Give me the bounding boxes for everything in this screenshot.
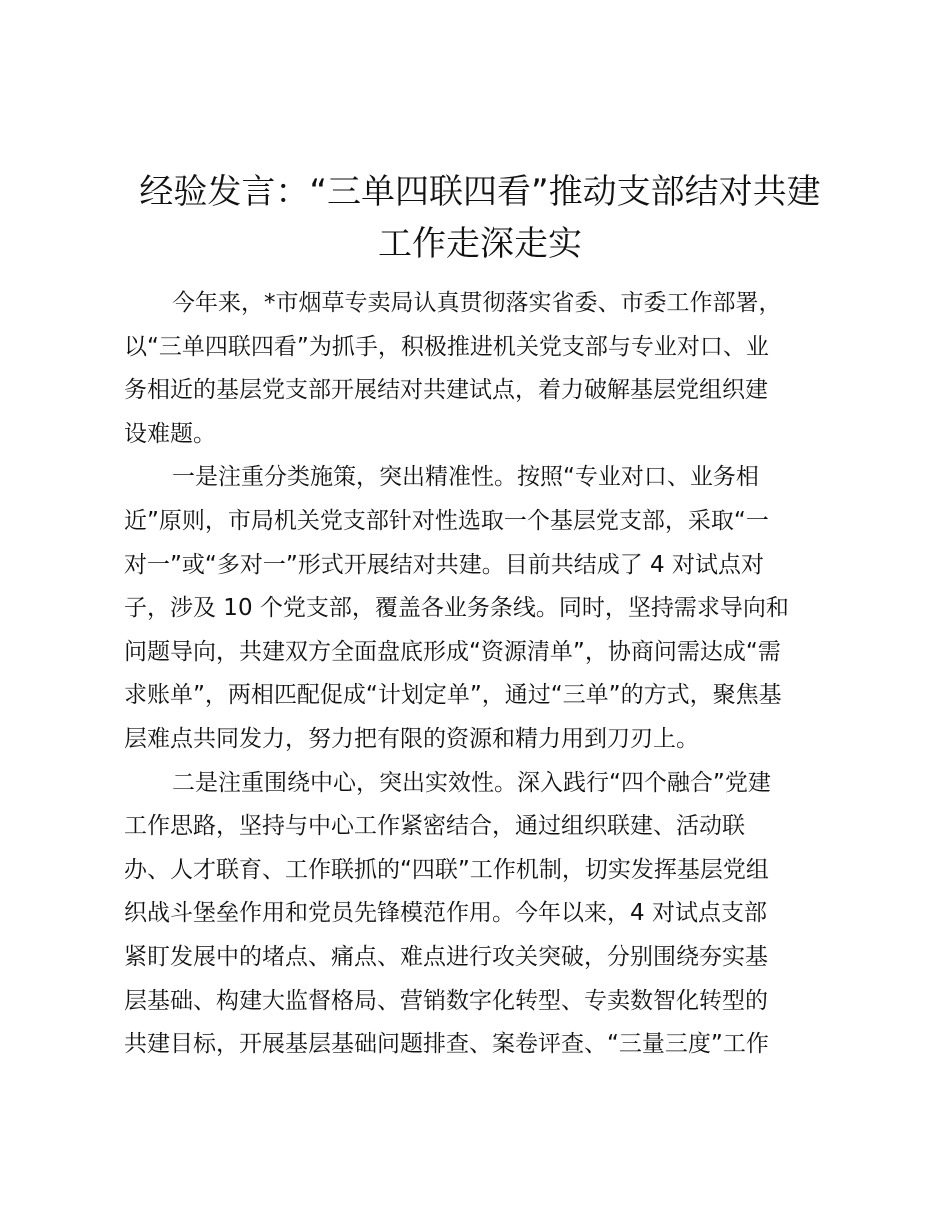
paragraph-line: 近”原则，市局机关党支部针对性选取一个基层党支部，采取“一 [124, 507, 769, 534]
document-body [124, 282, 840, 1067]
paragraph-line: 务相近的基层党支部开展结对共建试点，着力破解基层党组织建 [124, 377, 768, 404]
paragraph-line: 办、人才联育、工作联抓的“四联”工作机制，切实发挥基层党组 [124, 856, 769, 883]
paragraph-line: 紧盯发展中的堵点、痛点、难点进行攻关突破，分别围绕夯实基 [124, 943, 768, 970]
title-line: 经验发言：“三单四联四看”推动支部结对共建 [139, 172, 821, 212]
paragraph-line: 设难题。 [124, 420, 216, 447]
paragraph-line: 二是注重围绕中心，突出实效性。深入践行“四个融合”党建 [172, 769, 771, 796]
paragraph-line: 今年来，*市烟草专卖局认真贯彻落实省委、市委工作部署， [172, 290, 782, 316]
paragraph-line: 层难点共同发力，努力把有限的资源和精力用到刀刃上。 [124, 725, 699, 752]
paragraph-point-two [124, 762, 840, 1067]
paragraph-line: 以“三单四联四看”为抓手，积极推进机关党支部与专业对口、业 [124, 333, 769, 360]
paragraph-line: 织战斗堡垒作用和党员先锋模范作用。今年以来，4 对试点支部 [124, 900, 767, 927]
paragraph-line: 子，涉及 10 个党支部，覆盖各业务条线。同时，坚持需求导向和 [124, 595, 789, 622]
paragraph-intro [124, 282, 840, 456]
paragraph-line: 对一”或“多对一”形式开展结对共建。目前共结成了 4 对试点对 [124, 551, 765, 578]
title-line: 工作走深走实 [378, 224, 582, 264]
paragraph-line: 共建目标，开展基层基础问题排查、案卷评查、“三量三度”工作 [124, 1031, 769, 1058]
document-title [100, 166, 860, 270]
paragraph-line: 层基础、构建大监督格局、营销数字化转型、专卖数智化转型的 [124, 987, 768, 1014]
paragraph-line: 工作思路，坚持与中心工作紧密结合，通过组织联建、活动联 [124, 813, 745, 840]
paragraph-line: 求账单”，两相匹配促成“计划定单”，通过“三单”的方式，聚焦基 [124, 682, 782, 709]
paragraph-line: 一是注重分类施策，突出精准性。按照“专业对口、业务相 [172, 464, 759, 491]
paragraph-line: 问题导向，共建双方全面盘底形成“资源清单”，协商问需达成“需 [124, 638, 781, 665]
paragraph-point-one [124, 456, 840, 761]
